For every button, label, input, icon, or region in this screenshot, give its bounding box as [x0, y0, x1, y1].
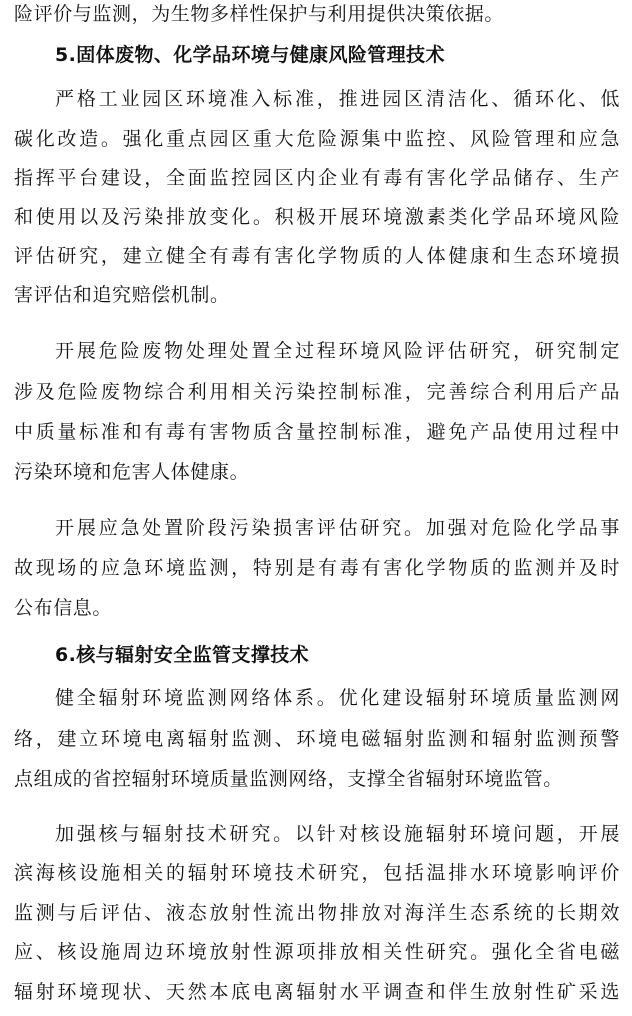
s5-p1-line-5: 评估研究，建立健全有毒有害化学物质的人体健康和生态环境损 [14, 245, 620, 267]
s6-p2-line-2: 滨海核设施相关的辐射环境技术研究，包括温排水环境影响评价 [14, 862, 620, 884]
s5-p3-line-2: 故现场的应急环境监测，特别是有毒有害化学物质的监测并及时 [14, 557, 620, 579]
s5-p3-line-3: 公布信息。 [14, 597, 113, 619]
s6-p1-line-1: 健全辐射环境监测网络体系。优化建设辐射环境质量监测网 [55, 687, 620, 709]
s6-p2-line-4: 应、核设施周边环境放射性源项排放相关性研究。强化全省电磁 [14, 941, 620, 963]
s5-p2-line-2: 涉及危险废物综合利用相关污染控制标准，完善综合利用后产品 [14, 381, 620, 403]
s5-p1-line-1: 严格工业园区环境准入标准，推进园区清洁化、循环化、低 [55, 88, 620, 110]
s6-p2-line-1: 加强核与辐射技术研究。以针对核设施辐射环境问题，开展 [55, 823, 620, 845]
s5-p1-line-6: 害评估和追究赔偿机制。 [14, 284, 230, 306]
intro-tail-line: 险评价与监测，为生物多样性保护与利用提供决策依据。 [14, 3, 505, 25]
section-5-heading: 5.固体废物、化学品环境与健康风险管理技术 [55, 44, 445, 66]
s6-p2-line-3: 监测与后评估、液态放射性流出物排放对海洋生态系统的长期效 [14, 902, 620, 924]
s5-p1-line-4: 和使用以及污染排放变化。积极开展环境激素类化学品环境风险 [14, 206, 620, 228]
s5-p1-line-2: 碳化改造。强化重点园区重大危险源集中监控、风险管理和应急 [14, 128, 620, 150]
s5-p2-line-4: 污染环境和危害人体健康。 [14, 461, 250, 483]
s5-p3-line-1: 开展应急处置阶段污染损害评估研究。加强对危险化学品事 [55, 517, 620, 539]
s6-p2-line-5: 辐射环境现状、天然本底电离辐射水平调查和伴生放射性矿采选 [14, 981, 620, 1003]
s5-p2-line-3: 中质量标准和有毒有害物质含量控制标准，避免产品使用过程中 [14, 421, 620, 443]
section-6-heading: 6.核与辐射安全监管支撑技术 [55, 644, 310, 666]
s6-p1-line-2: 络，建立环境电离辐射监测、环境电磁辐射监测和辐射监测预警 [14, 728, 620, 750]
s5-p1-line-3: 指挥平台建设，全面监控园区内企业有毒有害化学品储存、生产 [14, 167, 620, 189]
s5-p2-line-1: 开展危险废物处理处置全过程环境风险评估研究，研究制定 [55, 340, 620, 362]
s6-p1-line-3: 点组成的省控辐射环境质量监测网络，支撑全省辐射环境监管。 [14, 768, 563, 790]
